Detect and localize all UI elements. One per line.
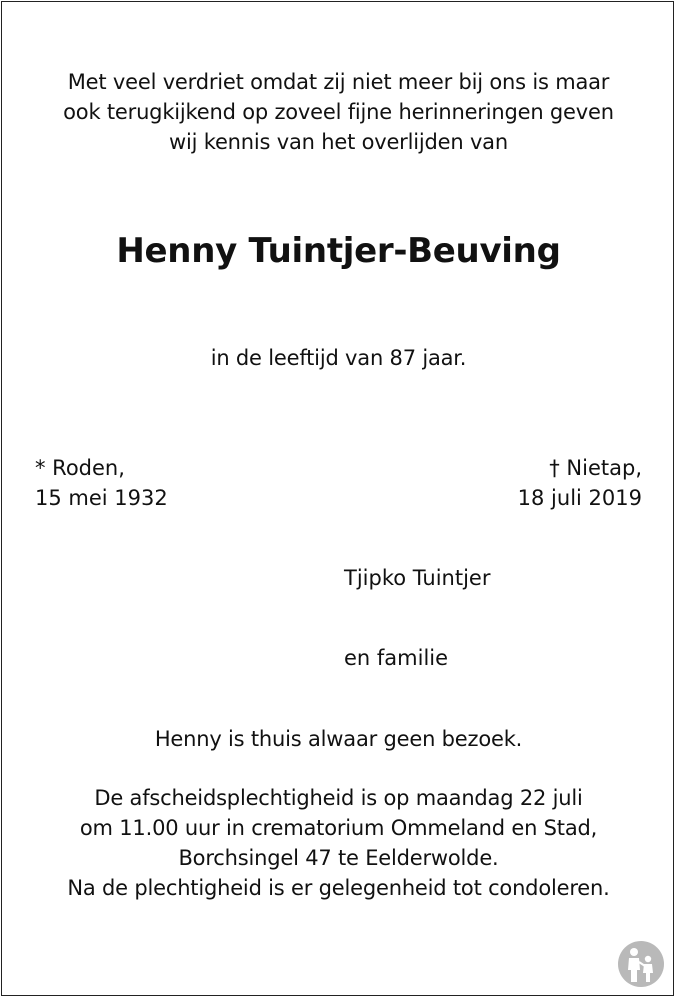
ceremony-line: De afscheidsplechtigheid is op maandag 22 juli — [94, 786, 583, 810]
visiting-note: Henny is thuis alwaar geen bezoek. — [154, 727, 523, 751]
birth-place: * Roden, — [35, 456, 125, 480]
deceased-name: Henny Tuintjer-Beuving — [116, 231, 561, 271]
intro-line: Met veel verdriet omdat zij niet meer bij ons is maar — [67, 70, 610, 94]
ceremony-details — [0, 783, 677, 903]
death-date: 18 juli 2019 — [517, 486, 642, 510]
signer-family: en familie — [344, 646, 449, 670]
memorial-figures-icon — [617, 940, 665, 988]
signer-name: Tjipko Tuintjer — [344, 566, 491, 590]
age-line: in de leeftijd van 87 jaar. — [210, 346, 467, 370]
ceremony-line: om 11.00 uur in crematorium Ommeland en Stad, — [79, 816, 598, 840]
birth-date: 15 mei 1932 — [35, 486, 168, 510]
intro-text — [0, 67, 677, 157]
intro-line: ook terugkijkend op zoveel fijne herinneringen geven — [63, 100, 614, 124]
death-place: † Nietap, — [549, 456, 642, 480]
death-info — [518, 453, 642, 513]
ceremony-line: Borchsingel 47 te Eelderwolde. — [178, 846, 499, 870]
ceremony-line: Na de plechtigheid is er gelegenheid tot condoleren. — [67, 876, 610, 900]
birth-info — [35, 453, 168, 513]
intro-line: wij kennis van het overlijden van — [169, 130, 508, 154]
